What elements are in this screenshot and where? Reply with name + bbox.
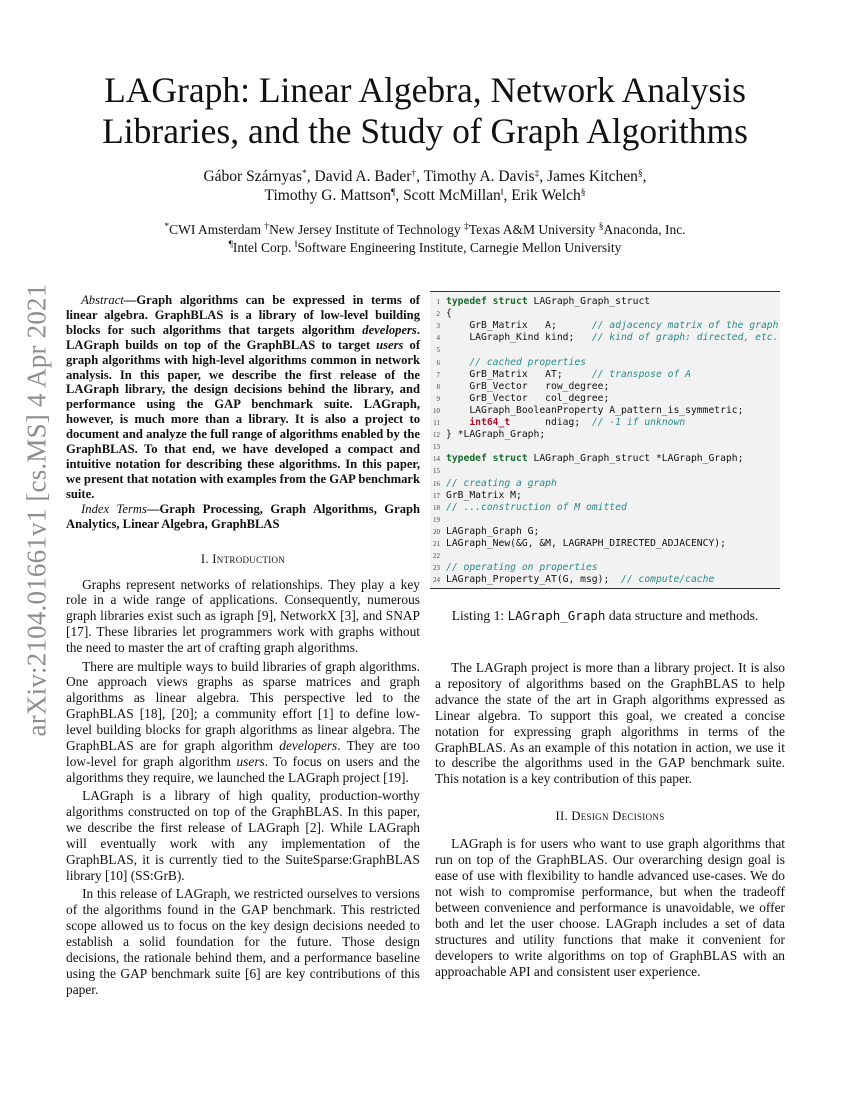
line-number: 17: [433, 491, 440, 500]
line-number: 21: [433, 540, 440, 548]
author-line-1: [100, 167, 750, 186]
code-text: [446, 405, 743, 417]
affiliation-mark: ‡: [464, 222, 469, 232]
affiliation-mark: *: [164, 222, 170, 232]
abstract-text: . LAGraph builds on top of the GraphBLAS to target: [66, 322, 420, 352]
code-text: [446, 393, 609, 405]
intro-paragraph-4: In this release of LAGraph, we restricted ourselves to versions of the algorithms found in the GAP benchmark. This restricted scope allowed us to focus on the key design decisions needed to establish a solid foundation for the future. Those design decisions, the rationale behind them, and a performance baseline using the GAP benchmark suite [6] are key contributions of this paper.: [66, 886, 420, 997]
author-separator: ,: [416, 168, 424, 185]
code-comment: // compute/cache: [620, 574, 715, 586]
code-token: GrB_Vector col_degree;: [446, 392, 610, 404]
line-number: 23: [433, 564, 440, 573]
code-text: [446, 417, 685, 429]
right-column: [435, 660, 785, 982]
abstract-dash: —: [123, 293, 137, 307]
code-text: [446, 538, 726, 550]
author-separator: ,: [306, 168, 315, 185]
code-token: {: [446, 308, 452, 320]
code-token: GrB_Vector row_degree;: [446, 380, 610, 392]
intro-emphasis: users: [236, 753, 265, 769]
author-name: David A. Bader: [314, 168, 412, 185]
code-comment: // operating on properties: [446, 562, 598, 574]
author-name: Gábor Szárnyas: [203, 168, 303, 185]
author-name: Timothy G. Mattson: [264, 187, 391, 204]
abstract-text: of graph algorithms with high-level algorithms common in network analysis. In this paper, we describe the first release of the LAGraph library, the design decisions behind the library, and performance using the GAP benchmark suite. LAGraph, however, is much more than a library. It is also a project to document and analyze the full range of algorithms enabled by the GraphBLAS. To that end, we have developed a compact and intuitive notation for describing these algorithms. In this paper, we present that notation with examples from the GAP benchmark suite.: [66, 337, 421, 501]
code-token: LAGraph_Graph_struct: [527, 296, 651, 307]
code-token: LAGraph_Kind kind;: [446, 332, 592, 344]
abstract-emphasis: developers: [362, 322, 417, 337]
listing-caption: [430, 608, 780, 624]
section-heading-introduction: [66, 552, 420, 567]
author-separator: ,: [642, 168, 647, 185]
code-token: GrB_Matrix A;: [446, 320, 592, 332]
affiliation-mark: †: [264, 222, 270, 232]
index-terms-dash: —: [146, 501, 160, 516]
arxiv-stamp: [14, 270, 60, 750]
intro-text: . To focus on users and the algorithms they require, we launched the LAGraph project [19].: [66, 753, 420, 785]
code-comment: // creating a graph: [446, 477, 557, 489]
index-terms-text: Graph Processing, Graph Algorithms, Graph Analytics, Linear Algebra, GraphBLAS: [66, 501, 420, 531]
title-line-2: Libraries, and the Study of Graph Algorithms: [102, 111, 748, 151]
author-mark: §: [580, 188, 586, 198]
code-text: [446, 490, 522, 502]
code-token: [446, 417, 469, 428]
line-number: 5: [436, 346, 440, 355]
section-numeral: I.: [200, 551, 213, 566]
affiliation-name: CWI Amsterdam: [169, 222, 265, 237]
affiliation-name: New Jersey Institute of Technology: [269, 222, 465, 237]
code-comment: // ...construction of M omitted: [446, 501, 627, 513]
affiliation-mark: ¶: [228, 239, 233, 250]
line-number: 3: [436, 322, 440, 331]
code-comment: // -1 if unknown: [591, 417, 686, 428]
line-number: 15: [433, 467, 440, 476]
code-text: [446, 526, 539, 538]
affiliation-line-1: [100, 221, 750, 239]
code-text: [446, 381, 609, 393]
author-mark: §: [637, 169, 643, 179]
affiliation-line-2: [100, 239, 750, 257]
code-listing: [430, 291, 780, 589]
author-separator: ,: [503, 187, 512, 204]
code-text: [446, 308, 452, 320]
code-token: LAGraph_Property_AT(G, msg);: [446, 574, 621, 586]
line-number: 8: [436, 382, 440, 391]
author-mark: *: [302, 169, 307, 179]
caption-code: LAGraph_Graph: [507, 608, 606, 623]
code-text: [446, 369, 691, 381]
code-token: } *LAGraph_Graph;: [446, 429, 546, 441]
line-number: 24: [433, 576, 440, 585]
code-token: LAGraph_Graph G;: [446, 525, 540, 537]
section-heading-design-decisions: [435, 809, 785, 824]
code-token: ndiag;: [510, 417, 592, 428]
code-token: GrB_Matrix M;: [446, 489, 522, 501]
intro-paragraph-2: [66, 659, 420, 786]
line-number: 16: [433, 479, 440, 488]
author-mark: †: [411, 169, 417, 179]
code-text: [446, 574, 714, 586]
code-text: [446, 357, 586, 369]
section-numeral: II.: [555, 809, 572, 824]
line-number: 6: [436, 358, 440, 367]
code-token: LAGraph_BooleanProperty A_pattern_is_symmetric;: [446, 404, 744, 416]
caption-suffix: data structure and methods.: [605, 608, 759, 623]
left-column: [66, 293, 420, 1000]
line-number: 22: [433, 552, 440, 561]
author-separator: ,: [395, 187, 404, 204]
affiliation-name: Software Engineering Institute, Carnegie Mellon University: [297, 239, 622, 255]
code-comment: // cached properties: [469, 356, 586, 368]
arxiv-stamp-text: arXiv:2104.01661v1 [cs.MS] 4 Apr 2021: [21, 283, 52, 737]
author-mark: ¶: [391, 188, 396, 198]
line-number: 20: [433, 527, 440, 536]
line-number: 14: [433, 455, 440, 464]
code-token: GrB_Matrix AT;: [446, 368, 592, 380]
code-text: [446, 562, 598, 574]
code-text: [446, 320, 778, 332]
section-title: Design Decisions: [571, 809, 665, 824]
author-separator: ,: [539, 168, 548, 185]
abstract-label: Abstract: [81, 293, 124, 307]
code-token: LAGraph_Graph_struct *LAGraph_Graph;: [527, 453, 744, 465]
code-text: [446, 502, 627, 514]
section-title: Introduction: [212, 551, 286, 566]
affiliation-name: Texas A&M University: [468, 222, 599, 237]
line-number: 4: [436, 334, 440, 343]
abstract-text: Graph algorithms can be expressed in terms of linear algebra. GraphBLAS is a library of low-level building blocks for such algorithms that targets algorithm: [66, 293, 420, 337]
author-name: James Kitchen: [547, 168, 638, 185]
code-token: [446, 357, 469, 368]
intro-text: . They are too low-level for graph algorithm: [66, 738, 420, 769]
affiliation-name: Anaconda, Inc.: [603, 222, 686, 237]
caption-prefix: Listing 1:: [451, 608, 508, 623]
author-line-2: [100, 186, 750, 205]
code-token: LAGraph_New(&G, &M, LAGRAPH_DIRECTED_ADJACENCY);: [446, 538, 726, 549]
line-number: 2: [436, 310, 440, 319]
line-number: 13: [433, 443, 440, 452]
code-keyword: typedef struct: [446, 453, 528, 465]
affiliation-list: [100, 221, 750, 256]
line-number: 9: [436, 394, 440, 403]
author-name: Scott McMillan: [403, 187, 501, 204]
affiliation-mark: §: [598, 222, 604, 232]
intro-paragraph-3: LAGraph is a library of high quality, production-worthy algorithms constructed on top of the GraphBLAS. In this paper, we describe the first release of LAGraph [2]. While LAGraph will eventually work with any implementation of the GraphBLAS, it is currently tied to the SuiteSparse:GraphBLAS library [10] (SS:GrB).: [66, 788, 420, 883]
code-text: [446, 429, 545, 441]
code-comment: // adjacency matrix of the graph: [591, 320, 779, 332]
affiliation-mark: ‖: [294, 239, 298, 250]
line-number: 10: [433, 406, 440, 415]
code-type: int64_t: [469, 417, 511, 428]
index-terms-label: Index Terms: [81, 501, 147, 516]
intro-emphasis: developers: [279, 738, 338, 754]
line-number: 19: [433, 515, 440, 524]
code-comment: // transpose of A: [591, 368, 691, 380]
code-text: [446, 332, 778, 344]
code-text: [446, 453, 743, 465]
paper-title: [60, 70, 790, 152]
author-mark: ‡: [534, 169, 540, 179]
code-keyword: typedef struct: [446, 296, 528, 307]
abstract-emphasis: users: [376, 337, 404, 352]
code-text: [446, 296, 650, 308]
title-line-1: LAGraph: Linear Algebra, Network Analysis: [104, 70, 746, 110]
author-name: Timothy A. Davis: [423, 168, 535, 185]
intro-text: There are multiple ways to build libraries of graph algorithms. One approach views graphs as sparse matrices and graph algorithms as linear algebra. This perspective led to the GraphBLAS [18], [20]; a community effort [1] to define low-level building blocks for graph algorithms as linear algebra. The GraphBLAS are for graph algorithm: [66, 658, 420, 754]
line-number: 7: [436, 370, 440, 379]
line-number: 11: [433, 419, 440, 427]
author-list: [100, 167, 750, 205]
author-mark: ‖: [500, 188, 504, 198]
line-number: 1: [436, 298, 440, 306]
right-paragraph-2: LAGraph is for users who want to use graph algorithms that run on top of the GraphBLAS. Our overarching design goal is ease of use with flexibility to handle advanced use-cases. We do not wish to compromise performance, but when the tradeoff between convenience and performance is unavoidable, we offer both and let the user choose. LAGraph includes a set of data structures and utility functions that make it convenient for developers to write algorithms on top of GraphBLAS with an approachable API and consistent user experience.: [435, 836, 785, 979]
line-number: 12: [433, 431, 440, 440]
intro-paragraph-1: Graphs represent networks of relationships. They play a key role in a wide range of applications. Consequently, numerous graph libraries exist such as igraph [9], NetworkX [3], and SNAP [17]. These libraries let programmers work with graphs without the need to master the art of crafting graph algorithms.: [66, 576, 420, 656]
abstract: [66, 293, 420, 502]
right-paragraph-1: The LAGraph project is more than a library project. It is also a repository of algorithms based on the GraphBLAS to help advance the state of the art in Graph algorithms expressed as Linear algebra. To support this goal, we created a concise notation for expressing graph algorithms in terms of the GraphBLAS. As an example of this notation in action, we use it to describe the algorithms used in the GAP benchmark suite. This notation is a key contribution of this paper.: [435, 660, 785, 787]
index-terms: [66, 502, 420, 532]
line-number: 18: [433, 503, 440, 512]
code-text: [446, 478, 557, 490]
affiliation-name: Intel Corp.: [232, 239, 295, 255]
code-comment: // kind of graph: directed, etc.: [591, 332, 779, 344]
author-name: Erik Welch: [511, 187, 581, 204]
